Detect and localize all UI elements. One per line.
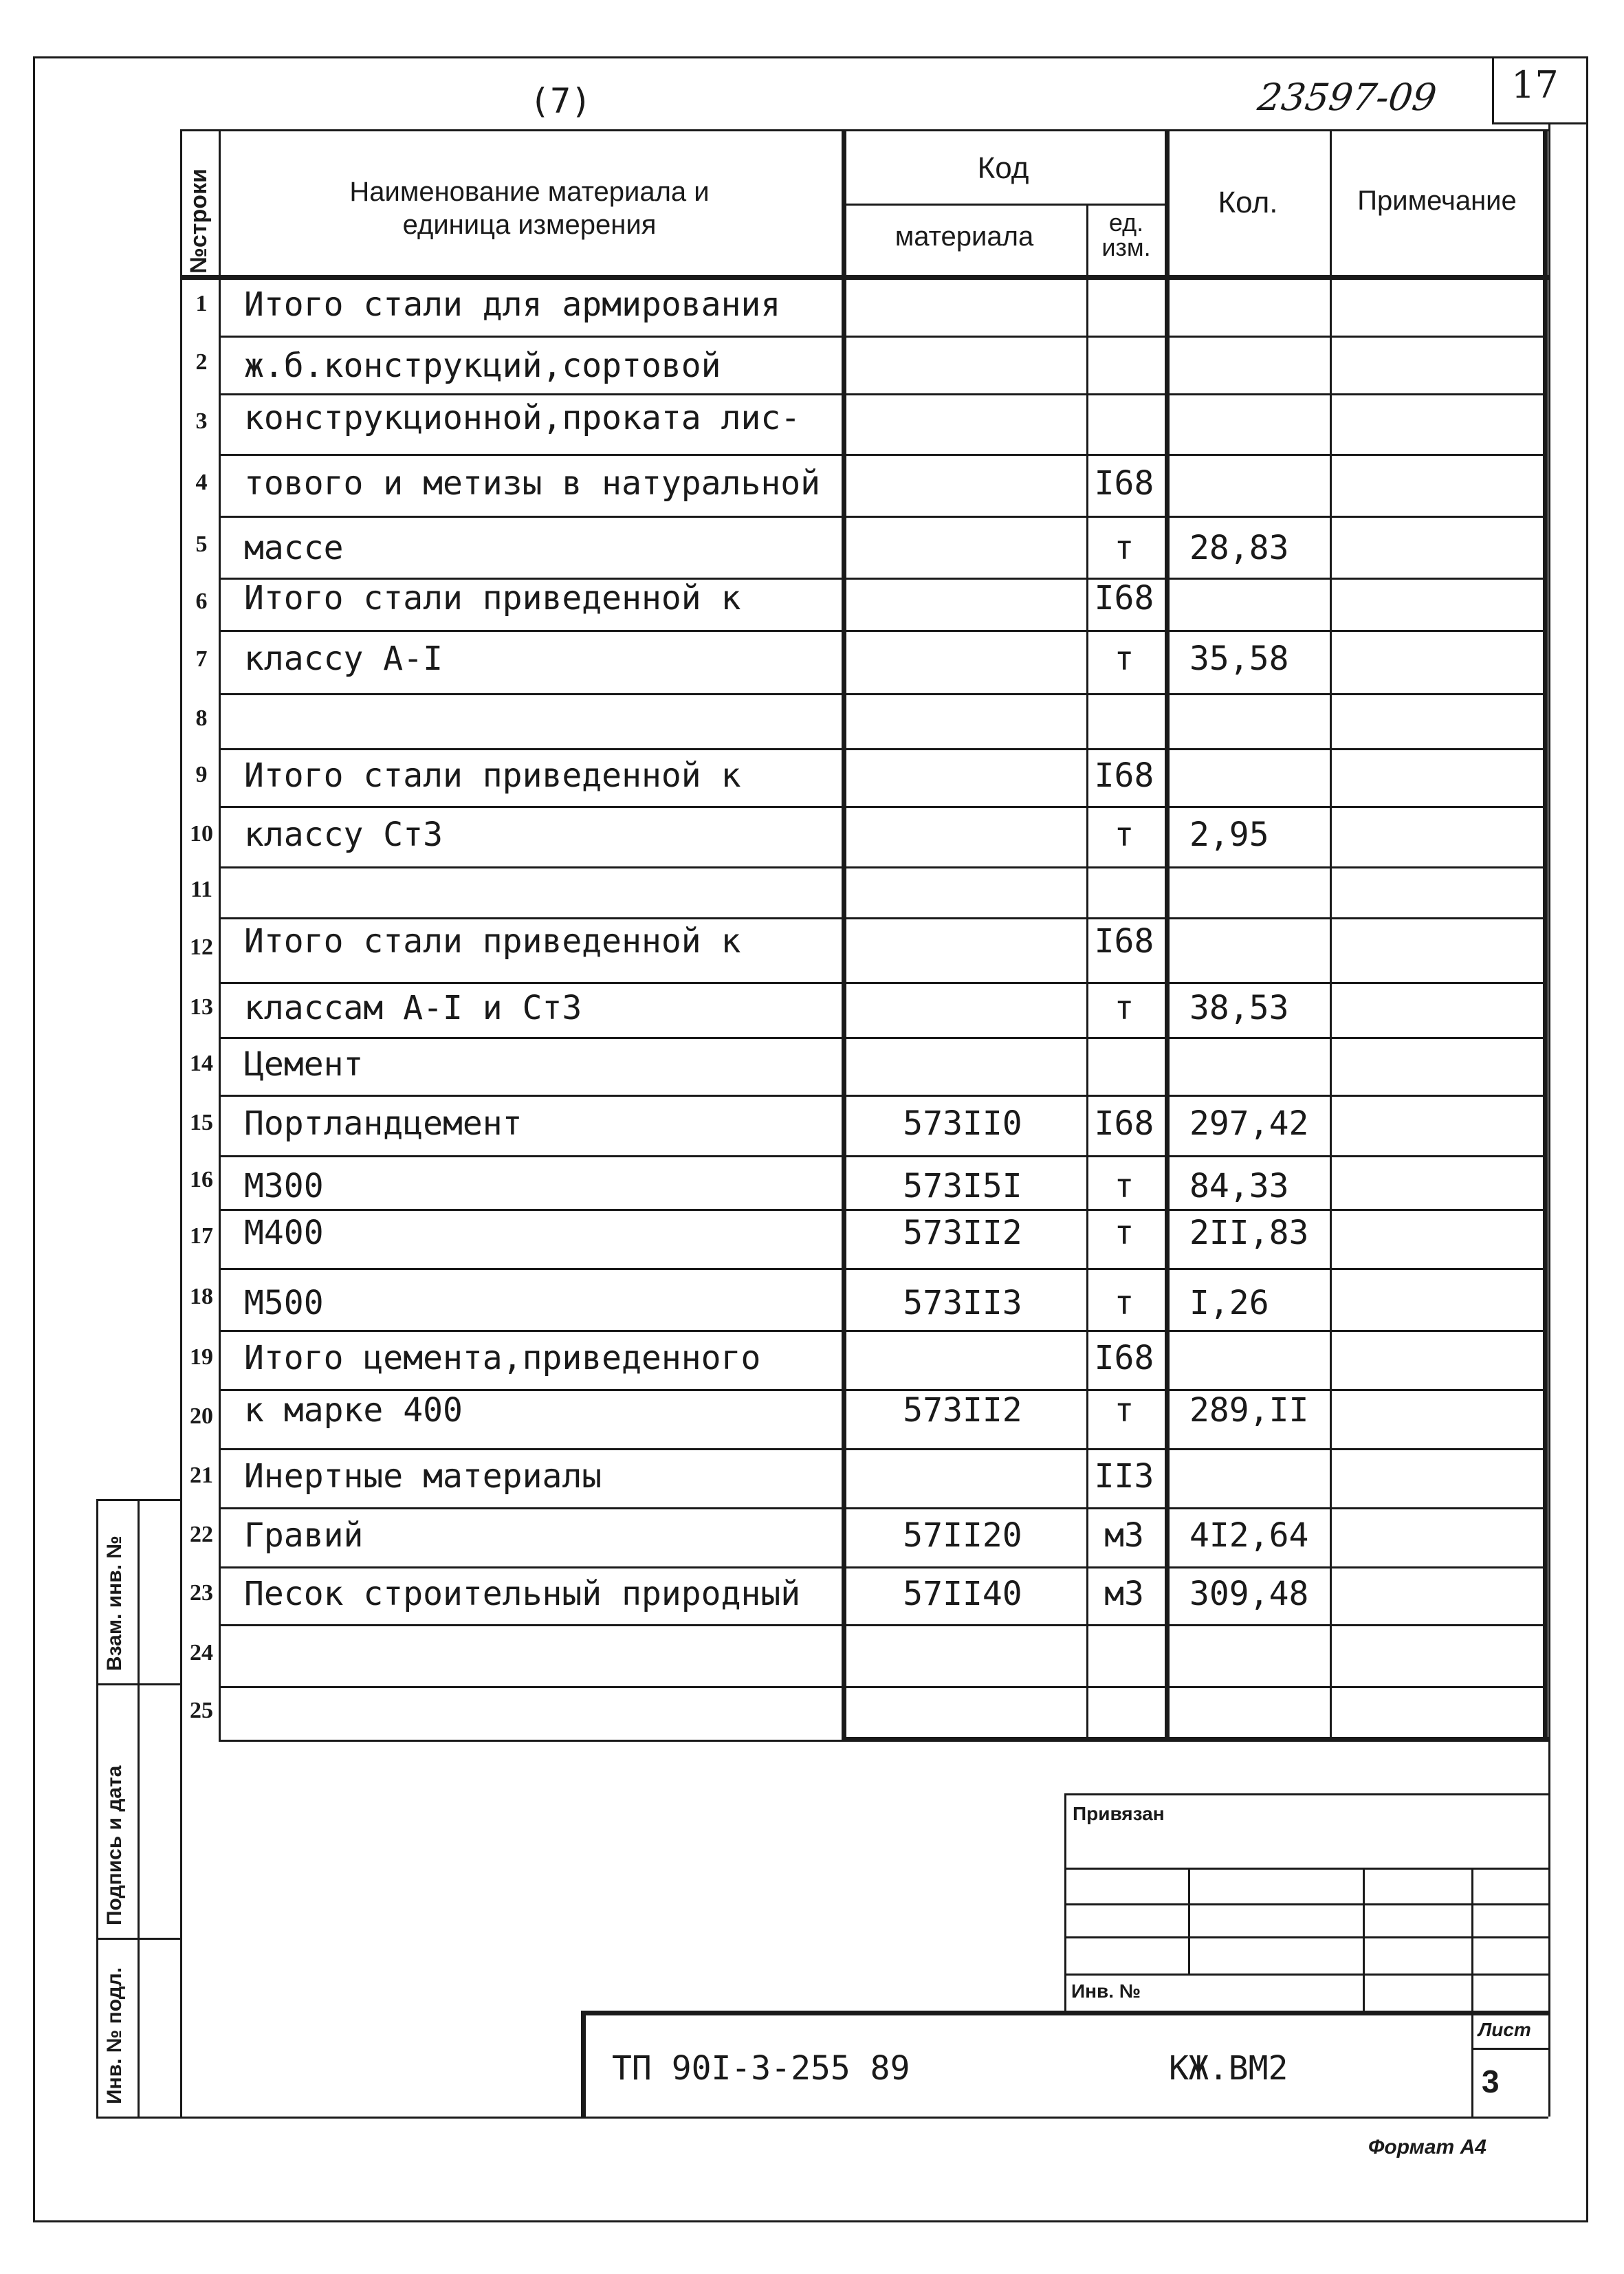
row-divider [219, 1507, 1543, 1509]
stamp-top-line [96, 1499, 180, 1501]
tb-vline1 [1188, 1868, 1190, 1974]
tb-sheet-sub [1471, 2048, 1548, 2050]
tb-line4 [1064, 1974, 1548, 1976]
stamp-inner-line [138, 1499, 140, 2117]
row-name: конструкционной,проката лис- [244, 399, 801, 437]
qty-right-line [1330, 129, 1332, 1742]
row-number: 24 [190, 1640, 213, 1665]
corner-number: 17 [1511, 63, 1559, 107]
row-unit: I68 [1094, 1104, 1154, 1143]
row-quantity: 38,53 [1189, 989, 1289, 1027]
row-number: 16 [190, 1167, 213, 1192]
row-unit: т [1114, 816, 1134, 854]
row-divider [219, 1448, 1543, 1450]
row-divider [219, 806, 1543, 808]
row-divider [219, 748, 1543, 750]
tb-privyazan: Привязан [1073, 1803, 1165, 1824]
tb-sheet-no: 3 [1482, 2064, 1500, 2099]
frame-right-line [1548, 122, 1550, 2117]
header-material: материала [895, 221, 1034, 252]
row-name: М300 [244, 1167, 324, 1205]
row-divider [219, 1155, 1543, 1157]
row-material-code: 57II20 [903, 1516, 1022, 1555]
row-name: Итого стали для армирования [244, 285, 781, 324]
row-number: 6 [195, 589, 208, 614]
row-name: классам А-I и Ст3 [244, 989, 582, 1027]
header-qty: Кол. [1218, 186, 1278, 219]
row-divider [219, 630, 1543, 632]
row-name: М400 [244, 1214, 324, 1252]
row-number: 20 [190, 1403, 213, 1429]
row-quantity: 84,33 [1189, 1167, 1289, 1205]
row-name: Итого стали приведенной к [244, 922, 741, 961]
row-number: 23 [190, 1580, 213, 1606]
header-note: Примечание [1357, 186, 1517, 216]
rownum-right-line [219, 129, 221, 1742]
row-name: ж.б.конструкций,сортовой [244, 347, 721, 385]
row-material-code: 57II40 [903, 1575, 1022, 1613]
row-quantity: 35,58 [1189, 639, 1289, 678]
row-name: к марке 400 [244, 1391, 463, 1430]
row-unit: т [1114, 639, 1134, 678]
row-name: классу Ст3 [244, 816, 443, 854]
row-unit: т [1114, 1214, 1134, 1252]
row-divider [219, 917, 1543, 919]
row-divider [219, 1330, 1543, 1332]
row-name: Итого стали приведенной к [244, 756, 741, 795]
row-divider [219, 1686, 1543, 1688]
stamp-vzam: Взам. инв. № [103, 1535, 126, 1671]
top-label: (7) [529, 81, 592, 121]
row-divider [219, 1740, 842, 1742]
material-right-line [1086, 205, 1088, 1742]
row-name: тового и метизы в натуральной [244, 464, 821, 503]
tb-mark: КЖ.ВМ2 [1169, 2049, 1288, 2088]
row-number: 21 [190, 1463, 213, 1488]
row-number: 12 [190, 934, 213, 960]
row-number: 11 [190, 877, 213, 902]
name-right-line [842, 129, 846, 1742]
row-unit: т [1114, 529, 1134, 567]
corner-divider [1492, 56, 1494, 124]
row-name: Портландцемент [244, 1104, 523, 1143]
unit-right-line [1165, 129, 1170, 1742]
tb-line2 [1064, 1903, 1548, 1905]
row-material-code: 573II0 [903, 1104, 1022, 1143]
row-divider [219, 1209, 1543, 1211]
row-number: 3 [195, 408, 208, 434]
table-bottom-line [842, 1737, 1548, 1742]
stamp-left-line [96, 1499, 98, 2117]
tb-top-line [1064, 1793, 1548, 1795]
stamp-podpis: Подпись и дата [103, 1765, 126, 1925]
row-unit: I68 [1094, 464, 1154, 503]
row-unit: м3 [1104, 1516, 1144, 1555]
stamp-bottom-line [96, 2117, 1548, 2119]
row-unit: т [1114, 1391, 1134, 1430]
row-unit: т [1114, 989, 1134, 1027]
tb-sheet-label: Лист [1478, 2019, 1531, 2040]
row-number: 13 [190, 994, 213, 1020]
row-divider [219, 336, 1543, 338]
row-divider [219, 693, 1543, 695]
table-top-line [180, 129, 1548, 131]
row-divider [219, 982, 1543, 984]
header-row-no: №строки [186, 168, 212, 274]
row-name: Гравий [244, 1516, 364, 1555]
row-unit: I68 [1094, 922, 1154, 961]
row-quantity: 289,II [1189, 1391, 1309, 1430]
row-quantity: 309,48 [1189, 1575, 1309, 1613]
row-quantity: 2II,83 [1189, 1214, 1309, 1252]
row-material-code: 573II2 [903, 1391, 1022, 1430]
row-number: 14 [190, 1051, 213, 1076]
row-name: Цемент [244, 1045, 364, 1084]
row-material-code: 573II3 [903, 1284, 1022, 1322]
tb-doc-code: ТП 90I-3-255 89 [612, 2049, 910, 2088]
row-divider [219, 1268, 1543, 1270]
row-number: 18 [190, 1284, 213, 1309]
tb-main-top [581, 2011, 1548, 2015]
row-name: массе [244, 529, 344, 567]
row-divider [219, 1095, 1543, 1097]
row-material-code: 573II2 [903, 1214, 1022, 1252]
row-divider [219, 866, 1543, 868]
row-number: 5 [195, 532, 208, 557]
tb-vline3 [1471, 1868, 1473, 2013]
table-left-line [180, 129, 182, 2117]
row-number: 2 [195, 349, 208, 375]
row-unit: II3 [1094, 1457, 1154, 1496]
row-divider [219, 516, 1543, 518]
row-number: 1 [195, 291, 208, 316]
row-number: 25 [190, 1698, 213, 1723]
stamp-div1 [96, 1683, 180, 1685]
row-unit: I68 [1094, 579, 1154, 617]
row-number: 8 [195, 706, 208, 731]
tb-line3 [1064, 1936, 1548, 1938]
row-number: 7 [195, 646, 208, 672]
corner-base-line [1492, 122, 1588, 124]
row-divider [219, 454, 1543, 456]
stamp-div2 [96, 1938, 180, 1940]
row-quantity: 28,83 [1189, 529, 1289, 567]
header-bottom-line [180, 275, 1548, 280]
row-name: Итого стали приведенной к [244, 579, 741, 617]
doc-number: 23597-09 [1255, 76, 1440, 119]
code-sub-line [842, 204, 1165, 206]
row-unit: I68 [1094, 1339, 1154, 1377]
row-quantity: I,26 [1189, 1284, 1269, 1322]
stamp-inv-podl: Инв. № подл. [103, 1967, 126, 2104]
row-quantity: 2,95 [1189, 816, 1269, 854]
row-name: Песок строительный природный [244, 1575, 801, 1613]
tb-inv-no: Инв. № [1071, 1980, 1141, 2002]
row-name: классу А-I [244, 639, 443, 678]
tb-line1 [1064, 1868, 1548, 1870]
header-name: Наименование материала и единица измерения [349, 177, 710, 240]
row-divider [219, 1624, 1543, 1626]
row-divider [219, 393, 1543, 395]
row-unit: I68 [1094, 756, 1154, 795]
row-name: Инертные материалы [244, 1457, 602, 1496]
row-unit: т [1114, 1284, 1134, 1322]
row-number: 19 [190, 1344, 213, 1370]
row-divider [219, 1566, 1543, 1568]
format-label: Формат А4 [1368, 2136, 1486, 2158]
row-number: 22 [190, 1522, 213, 1547]
row-material-code: 573I5I [903, 1167, 1022, 1205]
row-name: М500 [244, 1284, 324, 1322]
row-number: 4 [195, 470, 208, 495]
note-right-line [1543, 129, 1548, 1742]
tb-main-left [581, 2011, 586, 2117]
row-number: 9 [195, 762, 208, 787]
row-name: Итого цемента,приведенного [244, 1339, 761, 1377]
header-unit: ед. изм. [1101, 208, 1151, 261]
row-quantity: 4I2,64 [1189, 1516, 1309, 1555]
row-number: 10 [190, 821, 213, 846]
row-divider [219, 1037, 1543, 1039]
row-number: 17 [190, 1223, 213, 1249]
tb-sheet-line [1471, 2011, 1473, 2117]
row-quantity: 297,42 [1189, 1104, 1309, 1143]
row-unit: т [1114, 1167, 1134, 1205]
tb-vline2 [1363, 1868, 1365, 2013]
row-unit: м3 [1104, 1575, 1144, 1613]
header-code: Код [977, 151, 1029, 185]
row-number: 15 [190, 1110, 213, 1135]
